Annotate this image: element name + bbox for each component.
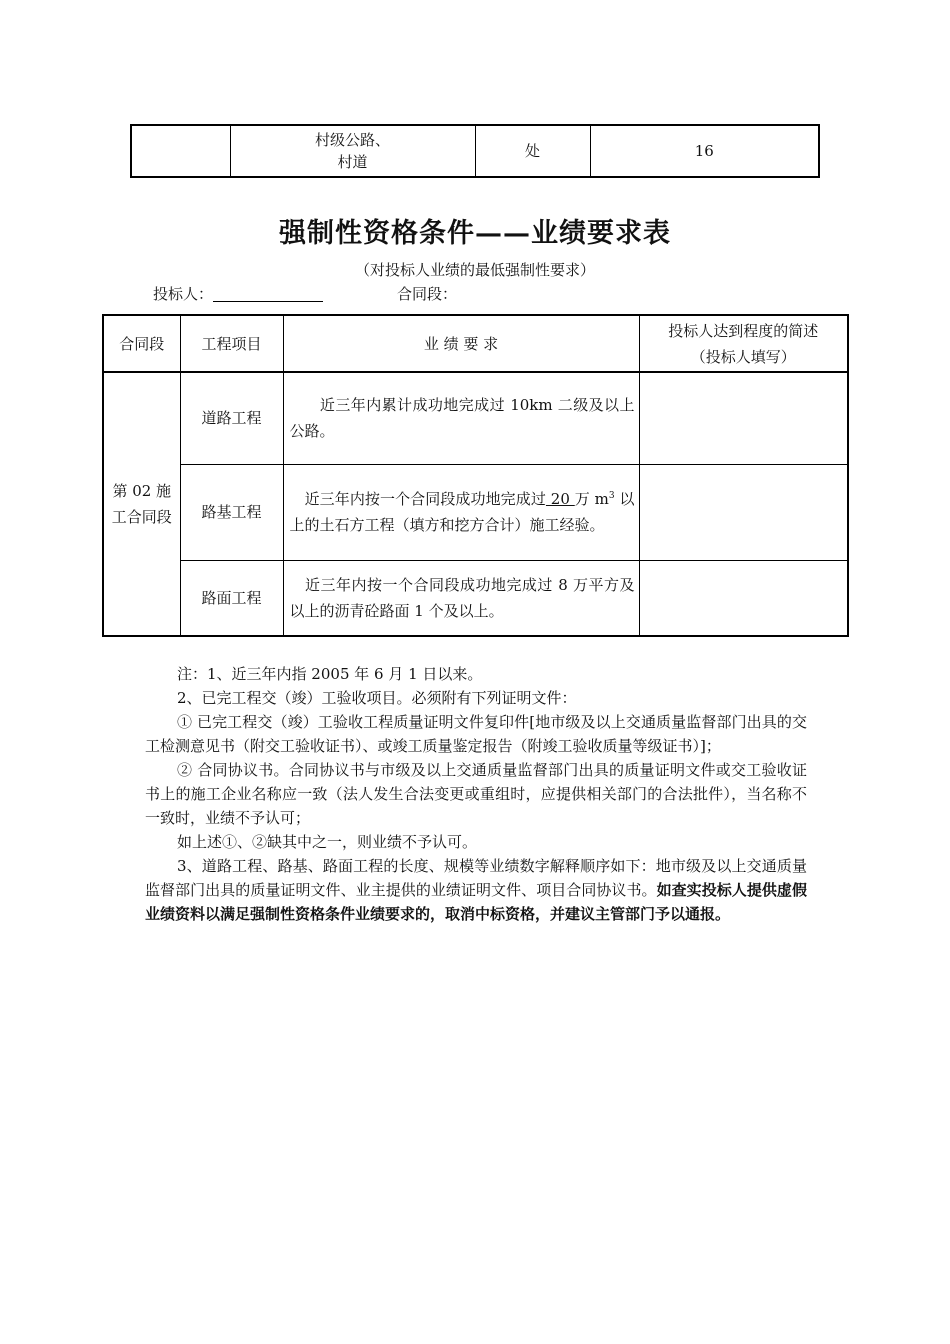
section-name-line2: 工合同段 [111, 508, 172, 526]
item-line1: 村级公路、 [314, 131, 390, 149]
section-name-cell [103, 372, 180, 636]
notes-section [145, 662, 807, 926]
header-description-line1: 投标人达到程度的简述 [668, 321, 819, 340]
page-title: 强制性资格条件——业绩要求表 [279, 218, 671, 249]
table-row [103, 560, 848, 636]
quantity-cell: 16 [590, 125, 819, 177]
note-6-bold: 如查实投标人提供虚假业绩资料以满足强制性资格条件业绩要求的，取消中标资格，并建议主管部门予以通报。 [145, 881, 807, 923]
section-label: 合同段： [397, 285, 458, 303]
requirement-sup: 3 [608, 491, 615, 501]
item-line2: 村道 [337, 153, 368, 171]
header-description [639, 315, 848, 372]
note-6-text: 3、道路工程、路基、路面工程的长度、规模等业绩数字解释顺序如下：地市级及以上交通质量监督部门出具的质量证明文件、业主提供的业绩证明文件、项目合同协议书。 [145, 857, 807, 899]
note-6 [145, 854, 807, 926]
empty-cell [131, 125, 230, 177]
note-2: 2、已完工程交（竣）工验收项目。必须附有下列证明文件： [177, 689, 577, 707]
requirement-text: 近三年内累计成功地完成过 10km 二级及以上公路。 [289, 396, 635, 441]
bidder-field [153, 283, 323, 304]
project-name: 道路工程 [180, 372, 283, 464]
requirement-cell [283, 560, 639, 636]
bidder-label: 投标人： [153, 285, 214, 303]
requirement-value: 20 [545, 490, 575, 508]
note-1: 注：1、近三年内指 2005 年 6 月 1 日以来。 [177, 665, 483, 683]
table-row [103, 372, 848, 464]
section-name-line1: 第 02 施 [112, 482, 172, 500]
page-subtitle: （对投标人业绩的最低强制性要求） [354, 261, 595, 279]
unit-cell: 处 [475, 125, 590, 177]
header-description-line2: （投标人填写） [690, 347, 796, 366]
requirement-cell [283, 464, 639, 560]
table-row [103, 464, 848, 560]
header-project: 工程项目 [180, 315, 283, 372]
project-name: 路面工程 [180, 560, 283, 636]
item-cell [230, 125, 475, 177]
requirement-text-post: 以上的土石方工程（填方和挖方合计）施工经验。 [289, 490, 635, 534]
requirement-unit: 万 m [574, 490, 609, 508]
requirement-text: 近三年内按一个合同段成功地完成过 8 万平方及以上的沥青砼路面 1 个及以上。 [289, 575, 635, 620]
description-input-cell[interactable] [639, 464, 848, 560]
requirement-text-pre: 近三年内按一个合同段成功地完成过 [304, 490, 546, 508]
bidder-blank [213, 285, 323, 302]
previous-table-row [130, 124, 820, 178]
description-input-cell[interactable] [639, 560, 848, 636]
header-requirement: 业 绩 要 求 [283, 315, 639, 372]
note-4: ② 合同协议书。合同协议书与市级及以上交通质量监督部门出具的质量证明文件或交工验收证书上的施工企业名称应一致（法人发生合法变更或重组时，应提供相关部门的合法批件），当名称不一致时，业绩不予认可； [145, 761, 807, 827]
requirement-cell [283, 372, 639, 464]
note-3: ① 已完工程交（竣）工验收工程质量证明文件复印件[地市级及以上交通质量监督部门出具的交工检测意见书（附交工验收证书）、或竣工质量鉴定报告（附竣工验收质量等级证书）]； [145, 713, 807, 755]
project-name: 路基工程 [180, 464, 283, 560]
description-input-cell[interactable] [639, 372, 848, 464]
note-5: 如上述①、②缺其中之一，则业绩不予认可。 [177, 833, 478, 851]
header-section: 合同段 [103, 315, 180, 372]
performance-table [102, 314, 849, 637]
